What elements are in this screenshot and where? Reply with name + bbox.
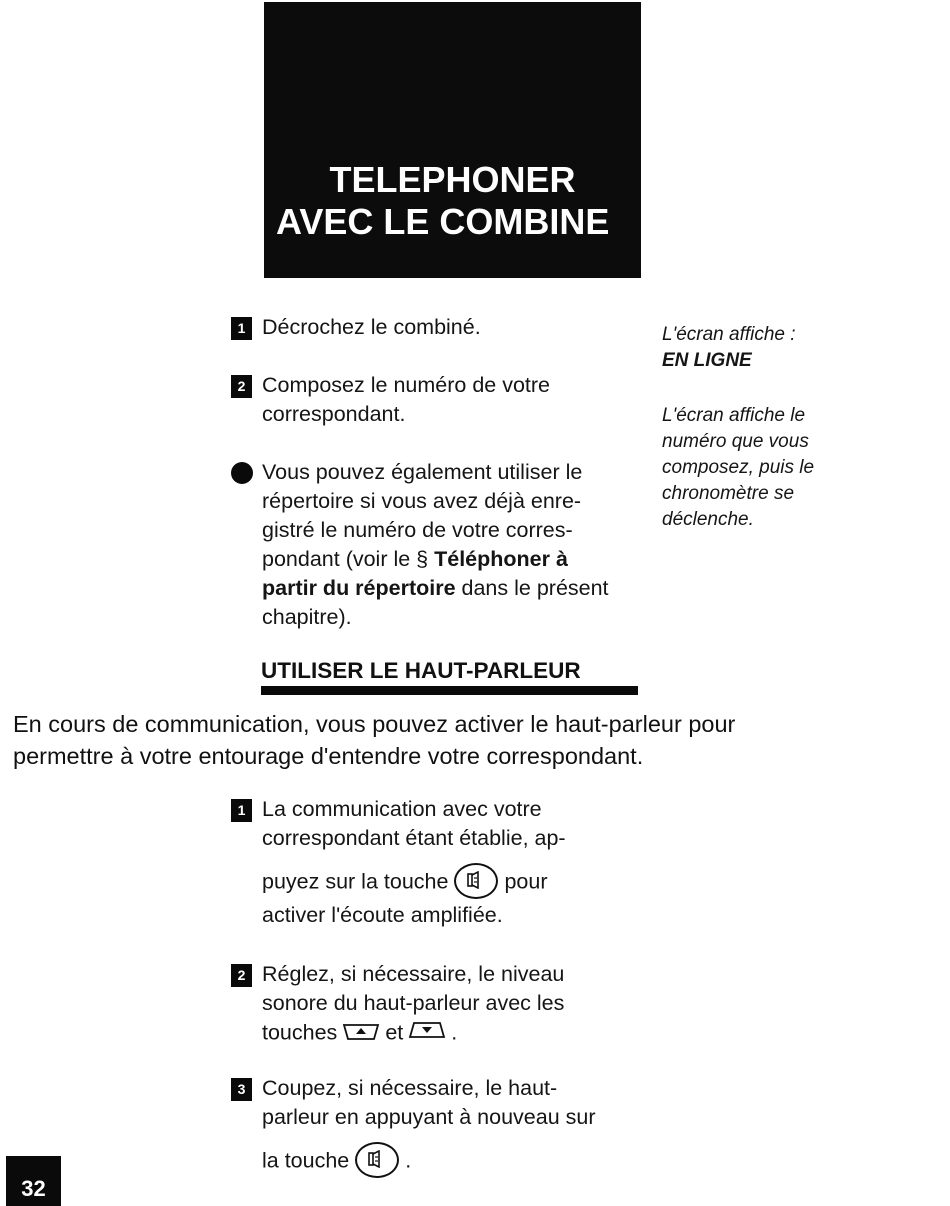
step-text bbox=[262, 1144, 651, 1180]
step-text: Coupez, si nécessaire, le haut- bbox=[262, 1076, 558, 1100]
step-text: sonore du haut-parleur avec les bbox=[262, 991, 565, 1015]
step-2-adjust-volume bbox=[231, 960, 651, 1050]
bullet-dot-icon bbox=[231, 462, 253, 484]
section-divider bbox=[261, 686, 638, 695]
side-note-text: L'écran affiche : bbox=[662, 324, 796, 345]
bullet-text: Vous pouvez également utiliser le bbox=[262, 460, 583, 484]
display-value: EN LIGNE bbox=[662, 350, 752, 371]
step-number-badge: 3 bbox=[231, 1078, 252, 1101]
speaker-key-icon bbox=[355, 1142, 399, 1178]
chapter-title-line2: AVEC LE COMBINE bbox=[276, 201, 610, 242]
step-text-part: pour bbox=[504, 869, 548, 894]
step-1-pick-up bbox=[231, 313, 651, 342]
volume-down-key-icon bbox=[407, 1019, 447, 1051]
bullet-bold-ref: Téléphoner à bbox=[434, 547, 568, 571]
step-text-part: puyez sur la touche bbox=[262, 869, 449, 894]
step-number-badge: 1 bbox=[231, 799, 252, 822]
intro-text: permettre à votre entourage d'entendre votre correspondant. bbox=[13, 743, 644, 769]
step-3-deactivate-speaker bbox=[231, 1074, 651, 1180]
step-text: Composez le numéro de votre bbox=[262, 373, 551, 397]
step-text: correspondant. bbox=[262, 402, 406, 426]
step-number-badge: 1 bbox=[231, 317, 252, 340]
step-text bbox=[262, 865, 651, 901]
side-note-text: déclenche. bbox=[662, 509, 754, 530]
step-text-part: . bbox=[405, 1148, 412, 1173]
side-note-text: numéro que vous bbox=[662, 431, 809, 452]
step-number-badge: 2 bbox=[231, 964, 252, 987]
step-text: correspondant étant établie, ap- bbox=[262, 826, 566, 850]
step-number-badge: 2 bbox=[231, 375, 252, 398]
speaker-key-icon bbox=[454, 863, 498, 899]
bullet-text bbox=[262, 545, 651, 574]
chapter-title-block bbox=[264, 2, 641, 278]
step-text-part: . bbox=[451, 1020, 458, 1045]
bullet-text-part: pondant (voir le § bbox=[262, 547, 435, 571]
side-note-display-online bbox=[662, 322, 922, 374]
side-note-text: composez, puis le bbox=[662, 457, 815, 478]
volume-up-key-icon bbox=[341, 1019, 381, 1051]
step-2-dial bbox=[231, 371, 651, 429]
bullet-text bbox=[262, 574, 651, 603]
step-text: activer l'écoute amplifiée. bbox=[262, 903, 503, 927]
step-text-part: touches bbox=[262, 1020, 338, 1045]
chapter-title-line1: TELEPHONER bbox=[329, 159, 576, 200]
section-heading: UTILISER LE HAUT-PARLEUR bbox=[261, 658, 581, 683]
step-text: La communication avec votre bbox=[262, 797, 542, 821]
step-text: Réglez, si nécessaire, le niveau bbox=[262, 962, 565, 986]
bullet-text-part: dans le présent bbox=[455, 576, 609, 600]
intro-text: En cours de communication, vous pouvez activer le haut-parleur pour bbox=[13, 711, 736, 737]
side-note-display-number bbox=[662, 403, 922, 533]
section-intro bbox=[13, 708, 933, 772]
bullet-text: répertoire si vous avez déjà enre- bbox=[262, 489, 582, 513]
side-note-text: chronomètre se bbox=[662, 483, 795, 504]
bullet-directory-note bbox=[231, 458, 651, 632]
step-text-part: la touche bbox=[262, 1148, 350, 1173]
bullet-text: gistré le numéro de votre corres- bbox=[262, 518, 573, 542]
bullet-bold-ref: partir du répertoire bbox=[262, 576, 456, 600]
step-text bbox=[262, 1018, 651, 1050]
step-text: Décrochez le combiné. bbox=[262, 315, 481, 339]
page-number: 32 bbox=[21, 1176, 46, 1201]
side-note-text: L'écran affiche le bbox=[662, 405, 806, 426]
step-text-part: et bbox=[385, 1020, 404, 1045]
bullet-text: chapitre). bbox=[262, 605, 352, 629]
page-number-tab bbox=[6, 1156, 61, 1206]
step-1-activate-speaker bbox=[231, 795, 651, 930]
step-text: parleur en appuyant à nouveau sur bbox=[262, 1105, 596, 1129]
